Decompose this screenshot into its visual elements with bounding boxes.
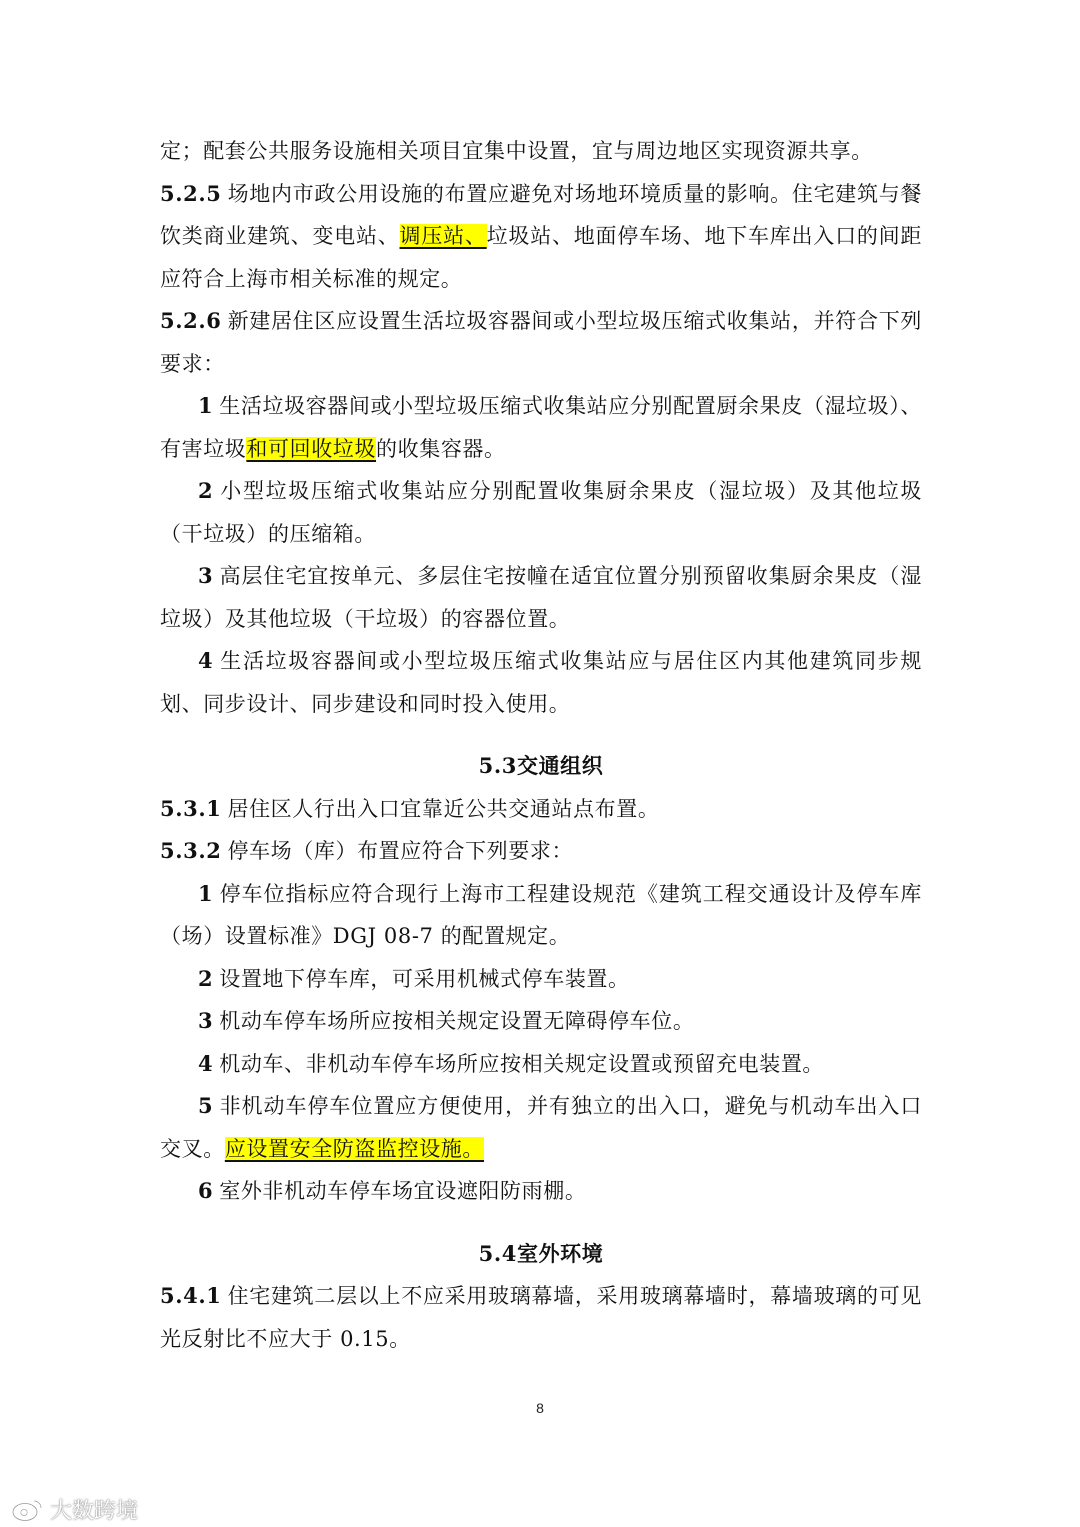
list-item-5-2-6-1 (160, 385, 922, 470)
section-number: 5.3 (478, 753, 517, 778)
section-title: 室外环境 (516, 1240, 604, 1266)
list-item-5-2-6-4 (160, 640, 922, 725)
list-item-5-3-2-3 (160, 1000, 922, 1043)
clause-text: 垃圾站、地面停车场、地下车库出入口的间距应符合上海市相关标准的规定。 (160, 224, 922, 291)
item-number: 3 (198, 563, 214, 588)
clause-text: 场地内市政公用设施的布置应避免对场地环境质量的影响。住宅建筑与餐饮类商业建筑、变电站、 (160, 181, 922, 248)
section-number: 5.4 (478, 1240, 517, 1266)
clause-5-3-1 (160, 788, 922, 831)
item-text: 的收集容器。 (376, 436, 506, 461)
clause-5-2-5 (160, 173, 922, 301)
item-text: 设置地下停车库，可采用机械式停车装置。 (219, 966, 630, 991)
item-number: 1 (198, 393, 214, 418)
item-number: 1 (198, 880, 214, 906)
clause-number: 5.2.5 (160, 180, 222, 206)
clause-number: 5.3.1 (160, 795, 222, 821)
item-text: 生活垃圾容器间或小型垃圾压缩式收集站应与居住区内其他建筑同步规划、同步设计、同步建设和同时投入使用。 (160, 649, 922, 716)
list-item-5-2-6-2 (160, 470, 922, 555)
clause-5-4-1 (160, 1275, 922, 1360)
clause-text: 居住区人行出入口宜靠近公共交通站点布置。 (227, 796, 660, 821)
section-heading-5-3 (160, 745, 922, 788)
document-page (160, 130, 922, 1360)
item-number: 2 (198, 478, 214, 503)
item-number: 5 (198, 1093, 214, 1118)
item-number: 3 (198, 1008, 214, 1033)
list-item-5-3-2-2 (160, 958, 922, 1001)
item-number: 4 (198, 648, 214, 673)
clause-text: 住宅建筑二层以上不应采用玻璃幕墙，采用玻璃幕墙时，幕墙玻璃的可见光反射比不应大于 0.15。 (160, 1284, 922, 1351)
item-text: 机动车停车场所应按相关规定设置无障碍停车位。 (219, 1009, 695, 1033)
watermark (10, 1494, 138, 1525)
list-item-5-2-6-3 (160, 555, 922, 640)
list-item-5-3-2-4 (160, 1043, 922, 1086)
section-title: 交通组织 (516, 753, 604, 778)
item-text: 非机动车停车位置应方便使用，并有独立的出入口，避免与机动车出入口交叉。 (160, 1094, 922, 1161)
clause-text: 停车场（库）布置应符合下列要求： (227, 839, 574, 863)
item-text: 高层住宅宜按单元、多层住宅按幢在适宜位置分别预留收集厨余果皮（湿垃圾）及其他垃圾（干垃圾）的容器位置。 (160, 564, 922, 631)
paragraph-continuation: 定；配套公共服务设施相关项目宜集中设置，宜与周边地区实现资源共享。 (160, 139, 873, 163)
clause-number: 5.4.1 (160, 1283, 222, 1308)
item-number: 6 (198, 1178, 214, 1203)
list-item-5-3-2-5 (160, 1085, 922, 1170)
clause-text: 新建居住区应设置生活垃圾容器间或小型垃圾压缩式收集站，并符合下列要求： (160, 309, 922, 376)
item-number: 4 (198, 1050, 214, 1076)
item-text: 小型垃圾压缩式收集站应分别配置收集厨余果皮（湿垃圾）及其他垃圾（干垃圾）的压缩箱。 (160, 479, 922, 546)
highlighted-text: 应设置安全防盗监控设施。 (224, 1136, 485, 1161)
list-item-5-3-2-1 (160, 873, 922, 958)
clause-5-3-2 (160, 830, 922, 873)
highlighted-text: 和可回收垃圾 (246, 436, 377, 461)
clause-5-2-6 (160, 300, 922, 385)
section-heading-5-4 (160, 1233, 922, 1276)
list-item-5-3-2-6 (160, 1170, 922, 1213)
page-number: 8 (536, 1400, 544, 1416)
item-text: 停车位指标应符合现行上海市工程建设规范《建筑工程交通设计及停车库（场）设置标准》DGJ 08-7 的配置规定。 (160, 881, 922, 948)
weibo-logo-icon (10, 1497, 44, 1523)
highlighted-text: 调压站、 (399, 224, 487, 248)
clause-number: 5.3.2 (160, 838, 222, 863)
clause-number: 5.2.6 (160, 308, 222, 333)
item-text: 室外非机动车停车场宜设遮阳防雨棚。 (219, 1179, 587, 1203)
item-text: 生活垃圾容器间或小型垃圾压缩式收集站应分别配置厨余果皮（湿垃圾）、有害垃圾 (160, 394, 922, 461)
item-text: 机动车、非机动车停车场所应按相关规定设置或预留充电装置。 (219, 1051, 825, 1076)
item-number: 2 (198, 965, 214, 991)
watermark-text: 大数跨境 (50, 1499, 139, 1524)
